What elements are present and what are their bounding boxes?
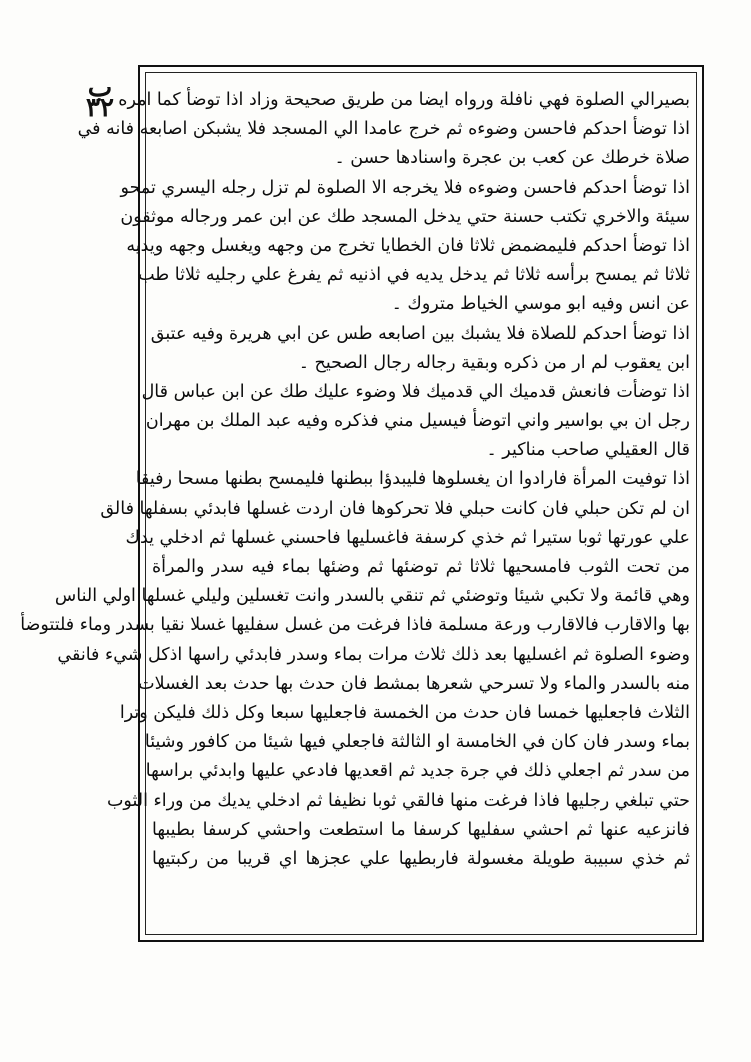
text-line: اذا توضأ احدكم للصلاة فلا يشبك بين اصابعه طس عن ابي هريرة وفيه عتبق <box>150 323 690 344</box>
folio-number: ب ٣٢ <box>86 73 114 123</box>
text-line: اذا توضأ احدكم فاحسن وضوءه ثم خرج عامدا الي المسجد فلا يشبكن اصابعه فانه في <box>77 119 690 140</box>
text-line: سيئة والاخري تكتب حسنة حتي يدخل المسجد طك عن ابن عمر ورجاله موثقون <box>120 206 690 227</box>
text-line: من تحت الثوب فامسحيها ثلاثا ثم توضئها ثم وضئها بماء فيه سدر والمرأة <box>152 557 690 577</box>
text-line: ابن يعقوب لم ار من ذكره وبقية رجاله رجال الصحيح ۔ <box>298 352 690 373</box>
text-line: اذا توضأت فانعش قدميك الي قدميك فلا وضوء عليك طك عن ابن عباس قال <box>141 381 690 402</box>
text-line: رجل ان بي بواسير واني اتوضأ فيسيل مني فذكره وفيه عبد الملك بن مهران <box>145 411 690 432</box>
text-line: ان لم تكن حبلي فان كانت حبلي فلا تحركوها فان اردت غسلها فابدئي بسفلها فالق <box>100 498 690 519</box>
text-line: حتي تبلغي رجليها فاذا فرغت منها فالقي ثوبا نظيفا ثم ادخلي يديك من وراء الثوب <box>106 790 690 811</box>
text-line: الثلاث فاجعليها خمسا فان حدث من الخمسة فاجعليها سبعا وكل ذلك فليكن وترا <box>119 702 690 723</box>
text-line: ثم خذي سبيبة طويلة مغسولة فاربطيها علي عجزها اي قريبا من ركبتيها <box>152 848 690 869</box>
text-line: بها والاقارب فالاقارب ورعة مسلمة فاذا فرغت من غسل سفليها غسلا نقيا بسدر وماء فلتتوضأ <box>20 615 690 636</box>
text-line: صلاة خرطك عن كعب بن عجرة واسنادها حسن ۔ <box>334 148 690 169</box>
text-line: فانزعيه عنها ثم احشي سفليها كرسفا ما استطعت واحشي كرسفا بطيبها <box>152 819 690 840</box>
text-line: علي عورتها ثوبا ستيرا ثم خذي كرسفة فاغسليها فاحسني غسلها ثم ادخلي يدك <box>125 527 690 548</box>
text-line: عن انس وفيه ابو موسي الخياط متروك ۔ <box>391 294 690 315</box>
text-line: وهي قائمة ولا تكبي شيئا وتوضئي ثم تنقي بالسدر وانت تغسلين وليلي غسلها اولي الناس <box>54 586 690 607</box>
text-line: منه بالسدر والماء ولا تسرحي شعرها بمشط فان حدث بها حدث بعد الغسلات <box>138 673 690 694</box>
text-line: من سدر ثم اجعلي ذلك في جرة جديد ثم اقعديها فادعي عليها وابدئي براسها <box>145 761 690 782</box>
text-line: بصيرالي الصلوة فهي نافلة ورواه ايضا من طريق صحيحة وزاد اذا توضأ كما امره ۔ <box>102 90 690 110</box>
text-line: ثلاثا ثم يمسح برأسه ثلاثا ثم يدخل يديه في اذنيه ثم يفرغ علي رجليه ثلاثا طب <box>138 265 690 286</box>
text-line: اذا توضأ احدكم فليمضمض ثلاثا فان الخطايا تخرج من وجهه ويغسل وجهه ويديه <box>126 235 690 256</box>
text-line: اذا توضأ احدكم فاحسن وضوءه فلا يخرجه الا الصلوة لم تزل رجله اليسري تمحو <box>120 177 690 198</box>
text-line: قال العقيلي صاحب مناكير ۔ <box>486 440 690 461</box>
text-line: بماء وسدر فان كان في الخامسة او الثالثة فاجعلي فيها شيئا من كافور وشيئا <box>144 732 690 753</box>
text-line: وضوء الصلوة ثم اغسليها بعد ذلك ثلاث مرات بماء وسدر فابدئي راسها اذكل شيء فانقي <box>57 644 690 665</box>
text-line: اذا توفيت المرأة فارادوا ان يغسلوها فليبدؤا ببطنها فليمسح بطنها مسحا رفيقا <box>135 469 690 490</box>
